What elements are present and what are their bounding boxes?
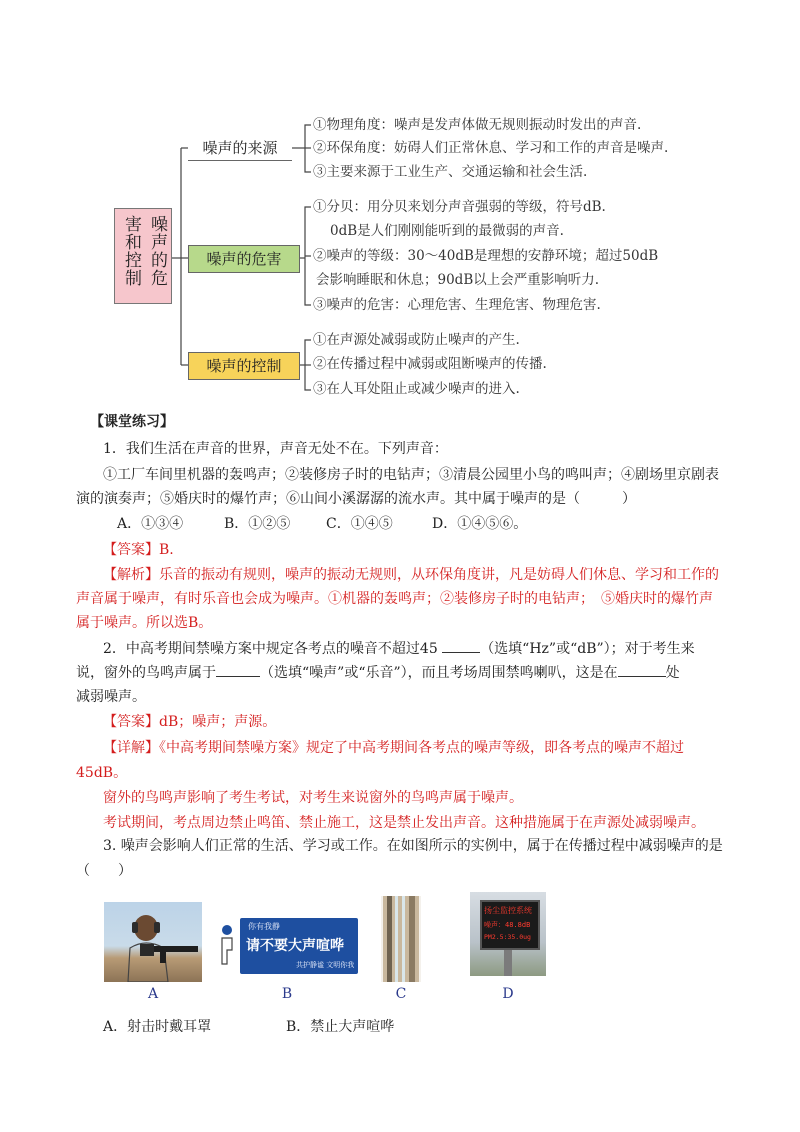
branch-harm — [188, 245, 300, 273]
mindmap — [0, 0, 800, 410]
section-title: 【课堂练习】 — [90, 414, 174, 430]
mindmap-root — [114, 208, 172, 304]
q2-line-1 — [103, 638, 695, 659]
branch-control — [188, 352, 300, 380]
q2-line-2a: 说，窗外的鸟鸣声属于 — [76, 665, 216, 681]
harm-item-1: ①分贝：用分贝来划分声音强弱的等级，符号dB. — [313, 199, 606, 215]
q1-analysis-1 — [103, 565, 719, 585]
mindmap-root-col-2: 害和控制 — [121, 215, 141, 287]
q2-detail-4: 考试期间，考点周边禁止鸣笛、禁止施工，这是禁止发出声音。这种措施属于在声源处减弱噪声。 — [103, 815, 705, 831]
q2-detail-3: 窗外的鸟鸣声影响了考生考试，对考生来说窗外的鸟鸣声属于噪声。 — [103, 790, 523, 806]
sign-panel — [240, 918, 358, 974]
sign-main-text: 请不要大声喧哗 — [246, 938, 344, 954]
q1-body-1: ①工厂车间里机器的轰鸣声；②装修房子时的电钻声；③清晨公园里小鸟的鸣叫声；④剧场里京剧表 — [103, 467, 719, 483]
q2-answer-tag: 【答案】 — [103, 714, 159, 730]
q1-answer-value: B. — [159, 542, 174, 558]
q3-caption-a: A — [147, 986, 159, 1002]
source-item-1: ①物理角度：噪声是发声体做无规则振动时发出的声音. — [313, 117, 642, 133]
q2-detail-2: 45dB。 — [76, 765, 128, 781]
screen-line-3: PM2.5:35.0ug — [484, 933, 531, 941]
q1-analysis-3: 属于噪声。所以选B。 — [76, 615, 213, 631]
q3-option-a: A．射击时戴耳罩 — [103, 1019, 212, 1035]
q1-option-a: A．①③④ — [117, 516, 184, 532]
q2-line-2b: （选填“噪声”或“乐音”），而且考场周围禁鸣喇叭，这是在 — [260, 665, 618, 681]
harm-item-5: ③噪声的危害：心理危害、生理危害、物理危害. — [313, 297, 601, 313]
q1-stem: 1．我们生活在声音的世界，声音无处不在。下列声音： — [103, 441, 448, 457]
monitor-screen — [480, 900, 540, 950]
q3-stem-2: （ ） — [76, 863, 132, 879]
screen-line-2: 噪声：48.8dB — [484, 921, 531, 929]
q3-image-c-window — [381, 896, 421, 982]
control-item-3: ③在人耳处阻止或减少噪声的进入. — [313, 381, 520, 397]
harm-item-2: 0dB是人们刚刚能听到的最微弱的声音. — [330, 223, 564, 239]
q2-line-3: 减弱噪声。 — [76, 689, 146, 705]
branch-source-label: 噪声的来源 — [202, 139, 278, 157]
q3-caption-c: C — [395, 986, 407, 1002]
q3-image-a-shooter — [104, 902, 202, 982]
monitor-pole — [504, 948, 512, 976]
q2-detail-text-1: 《中高考期间禁噪方案》规定了中高考期间各考点的噪声等级，即各考点的噪声不超过 — [159, 740, 684, 756]
source-item-3: ③主要来源于工业生产、交通运输和社会生活. — [313, 164, 588, 180]
q2-answer — [103, 712, 276, 732]
control-item-2: ②在传播过程中减弱或阻断噪声的传播. — [313, 356, 547, 372]
q2-line-2c: 处 — [665, 665, 680, 681]
sign-small-text: 你有我静 — [248, 922, 280, 931]
q2-blank-unit[interactable] — [442, 638, 480, 653]
q1-analysis-2: 声音属于噪声，有时乐音也会成为噪声。①机器的轰鸣声；②装修房子时的电钻声； ⑤婚庆时的爆竹声 — [76, 591, 713, 607]
q1-analysis-text-1: 乐音的振动有规则，噪声的振动无规则，从环保角度讲，凡是妨碍人们休息、学习和工作的 — [159, 567, 719, 583]
q1-answer-tag: 【答案】 — [103, 542, 159, 558]
branch-harm-label: 噪声的危害 — [206, 250, 282, 268]
q3-image-b-sign — [218, 918, 360, 974]
q2-line-1b: （选填“Hz”或“dB”）；对于考生来 — [480, 641, 695, 657]
shooter-illustration — [104, 902, 202, 982]
mindmap-root-col-1: 噪声的危 — [147, 215, 167, 287]
q2-answer-value: dB；噪声；声源。 — [159, 714, 277, 730]
q1-option-c: C．①④⑤ — [326, 516, 393, 532]
branch-source — [188, 136, 292, 161]
q2-detail-1 — [103, 738, 684, 758]
q1-body-2: 演的演奏声；⑤婚庆时的爆竹声；⑥山间小溪潺潺的流水声。其中属于噪声的是（ ） — [76, 491, 636, 507]
q2-blank-place[interactable] — [618, 662, 666, 677]
q3-caption-b: B — [281, 986, 293, 1002]
source-item-2: ②环保角度：妨碍人们正常休息、学习和工作的声音是噪声. — [313, 140, 669, 156]
q2-blank-type[interactable] — [216, 662, 260, 677]
q3-caption-d: D — [502, 986, 514, 1002]
harm-item-4: 会影响睡眠和休息；90dB以上会严重影响听力. — [316, 272, 600, 288]
harm-item-3: ②噪声的等级：30～40dB是理想的安静环境；超过50dB — [313, 248, 659, 264]
q1-answer — [103, 540, 174, 560]
screen-line-1: 扬尘监控系统 — [484, 906, 532, 915]
sign-foot-text: 共护静谧 文明你我 — [296, 961, 355, 969]
q1-option-b: B．①②⑤ — [224, 516, 291, 532]
sign-figure-icon — [218, 924, 236, 968]
branch-control-label: 噪声的控制 — [206, 357, 282, 375]
q2-line-1a: 2．中高考期间禁噪方案中规定各考点的噪音不超过45 — [103, 641, 438, 657]
q1-analysis-tag: 【解析】 — [103, 567, 159, 583]
q2-line-2 — [76, 662, 680, 683]
q3-image-d-monitor — [470, 892, 546, 976]
q2-detail-tag: 【详解】 — [103, 740, 159, 756]
q3-stem-1: 3. 噪声会影响人们正常的生活、学习或工作。在如图所示的实例中，属于在传播过程中减弱噪声的是 — [103, 838, 723, 854]
q3-option-b: B．禁止大声喧哗 — [286, 1019, 395, 1035]
q1-option-d: D．①④⑤⑥。 — [432, 516, 528, 532]
control-item-1: ①在声源处减弱或防止噪声的产生. — [313, 332, 520, 348]
